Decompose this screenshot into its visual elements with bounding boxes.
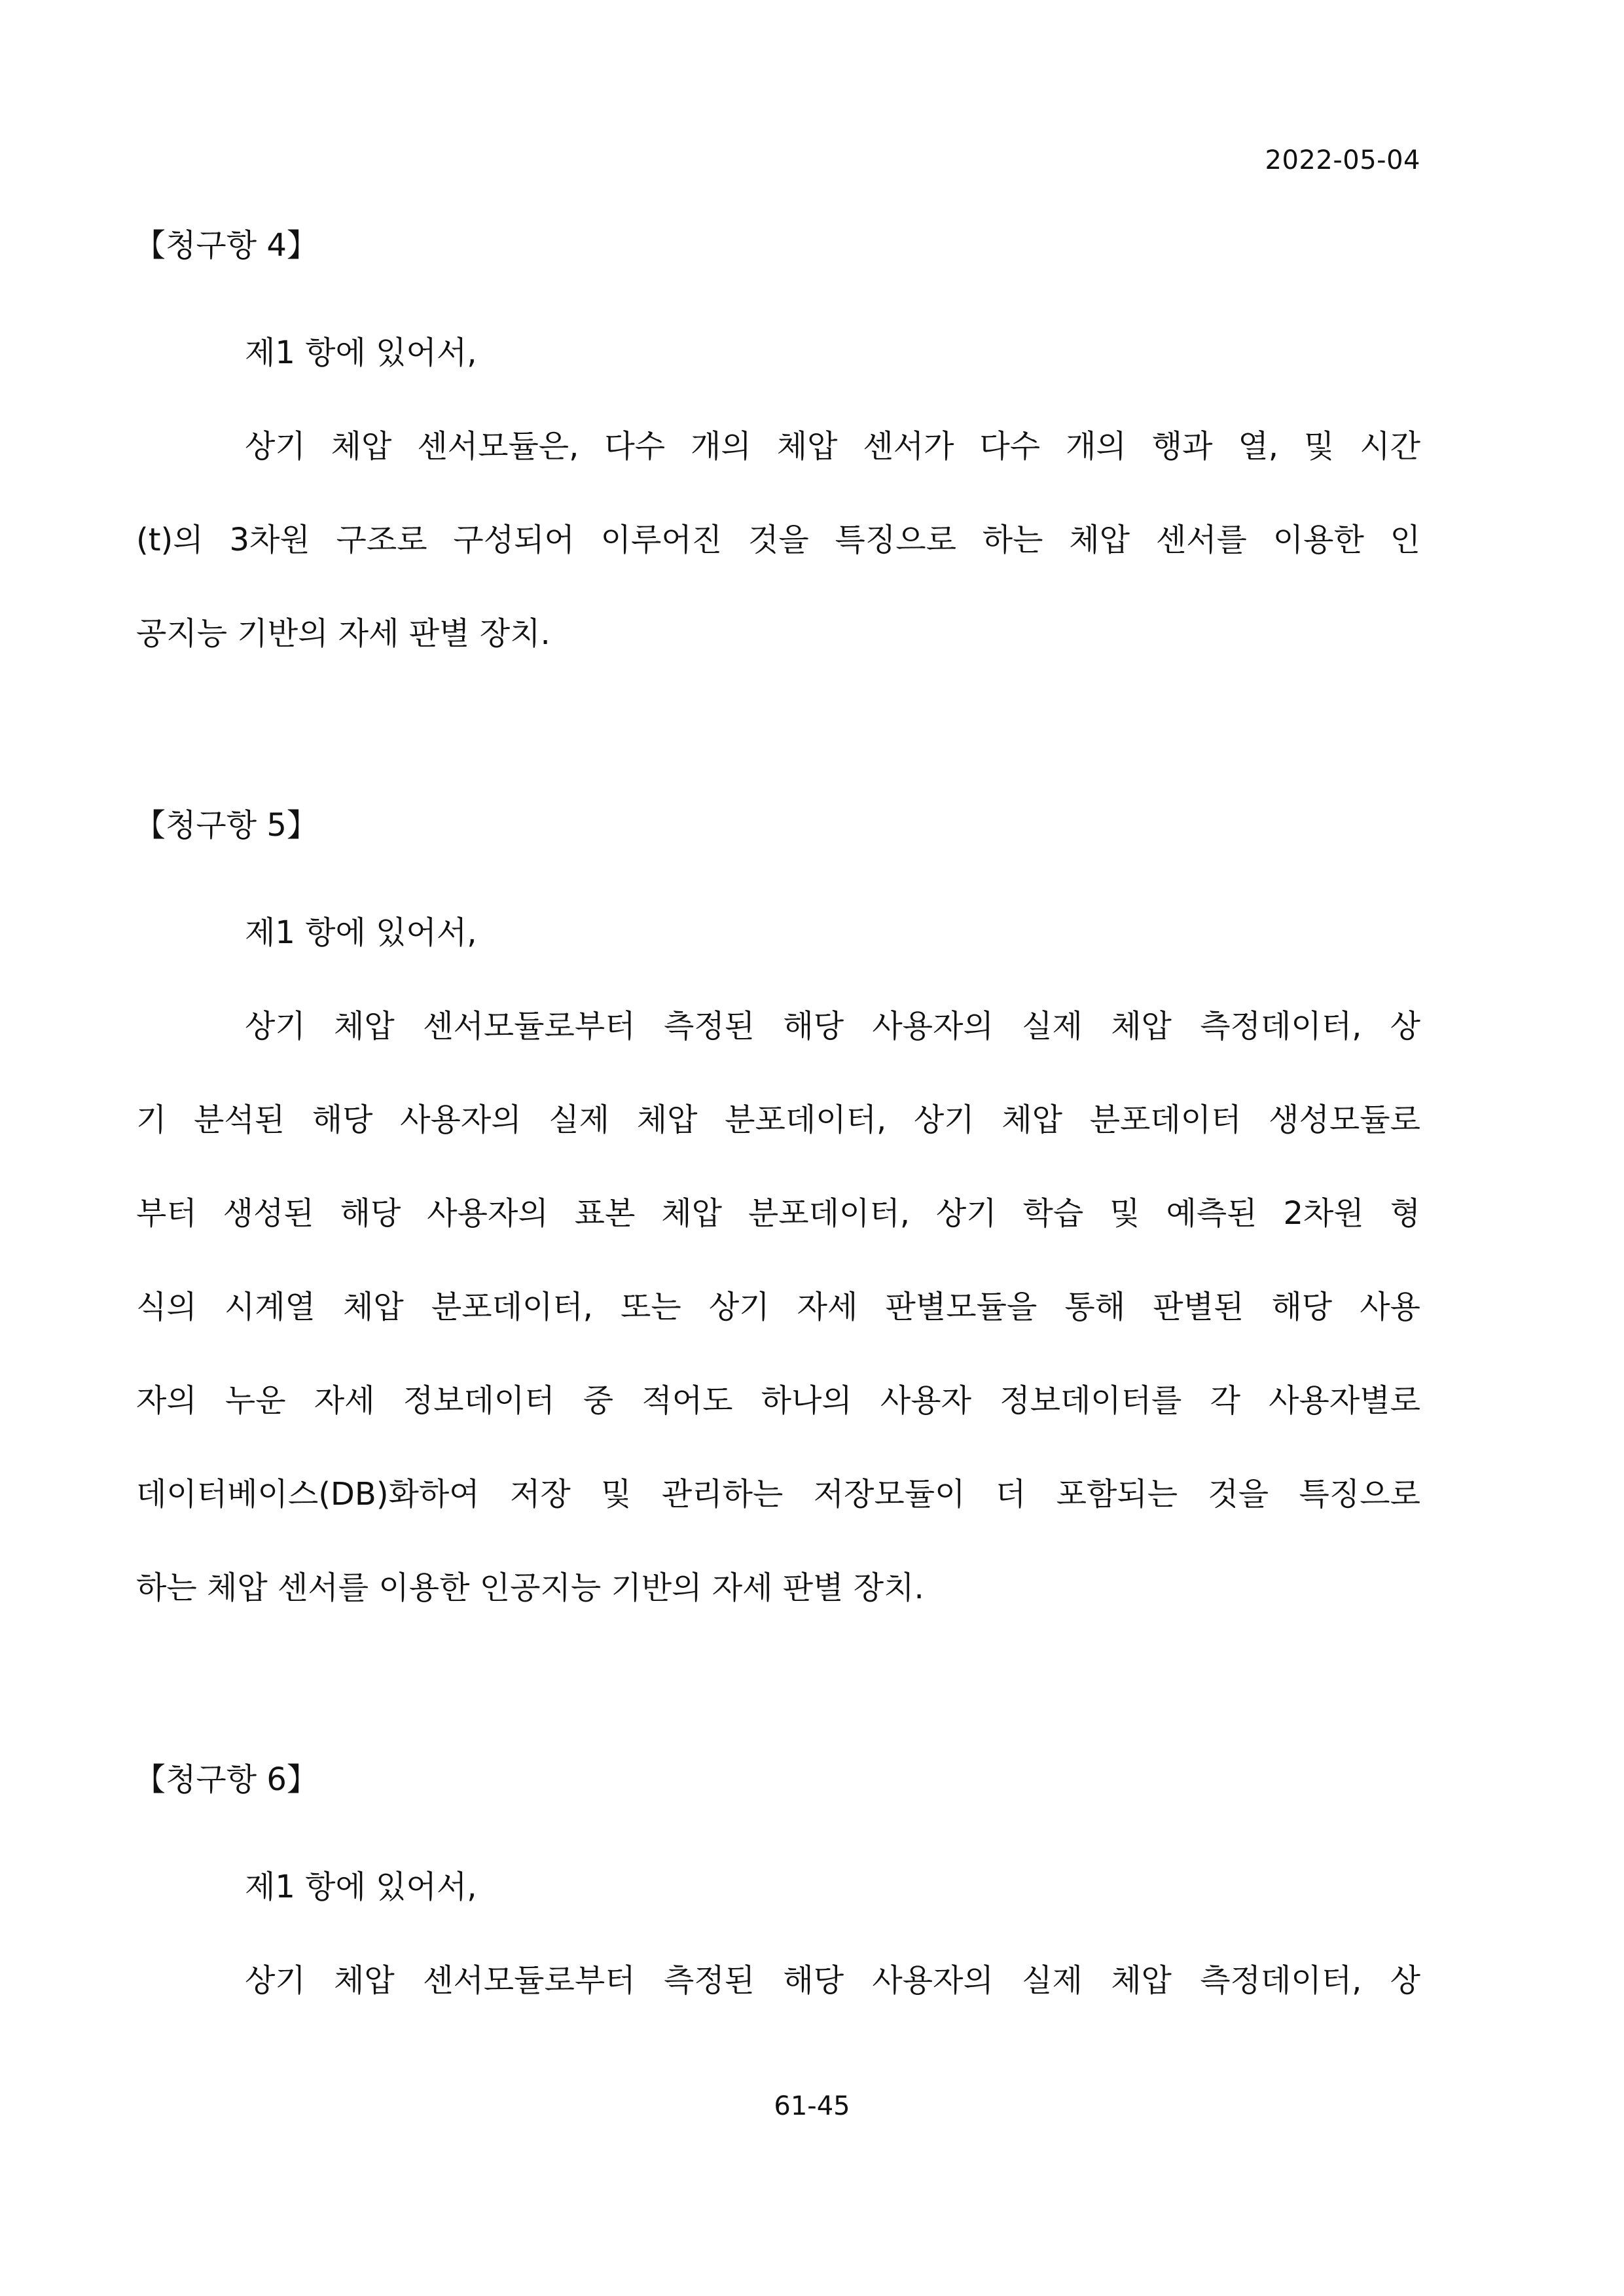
claim-5-line-5: 식의 시계열 체압 분포데이터, 또는 상기 자세 판별모듈을 통해 판별된 해당 사용 <box>136 1289 1420 1325</box>
claim-4-line-3: (t)의 3차원 구조로 구성되어 이루어진 것을 특징으로 하는 체압 센서를 이용한 인 <box>136 522 1420 558</box>
claim-6-line-1: 제1 항에 있어서, <box>245 1869 477 1905</box>
claim-4-line-2: 상기 체압 센서모듈은, 다수 개의 체압 센서가 다수 개의 행과 열, 및 시간 <box>245 428 1420 465</box>
claim-5-line-3: 기 분석된 해당 사용자의 실제 체압 분포데이터, 상기 체압 분포데이터 생성모듈로 <box>136 1102 1420 1138</box>
claim-5-line-2: 상기 체압 센서모듈로부터 측정된 해당 사용자의 실제 체압 측정데이터, 상 <box>245 1008 1420 1045</box>
page-number: 61-45 <box>774 2091 850 2121</box>
claim-6-line-2: 상기 체압 센서모듈로부터 측정된 해당 사용자의 실제 체압 측정데이터, 상 <box>245 1962 1420 1999</box>
page-date: 2022-05-04 <box>1265 145 1420 175</box>
claim-4-heading: 【청구항 4】 <box>134 227 318 264</box>
claim-4-line-4: 공지능 기반의 자세 판별 장치. <box>136 615 550 652</box>
claim-5-line-7: 데이터베이스(DB)화하여 저장 및 관리하는 저장모듈이 더 포함되는 것을 특징으로 <box>136 1476 1420 1513</box>
claim-5-line-1: 제1 항에 있어서, <box>245 914 477 951</box>
claim-5-line-8: 하는 체압 센서를 이용한 인공지능 기반의 자세 판별 장치. <box>136 1570 924 1606</box>
claim-5-line-6: 자의 누운 자세 정보데이터 중 적어도 하나의 사용자 정보데이터를 각 사용자별로 <box>136 1382 1420 1419</box>
claim-6-heading: 【청구항 6】 <box>134 1761 318 1798</box>
claim-5-line-4: 부터 생성된 해당 사용자의 표본 체압 분포데이터, 상기 학습 및 예측된 2차원 형 <box>136 1195 1420 1232</box>
claim-4-line-1: 제1 항에 있어서, <box>245 334 477 371</box>
claim-5-heading: 【청구항 5】 <box>134 807 318 844</box>
